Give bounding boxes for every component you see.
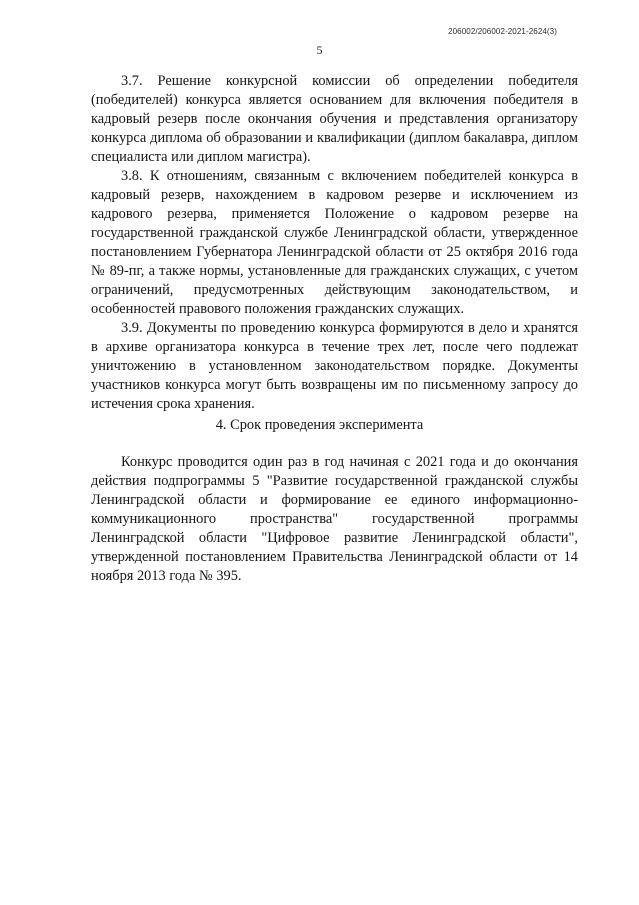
paragraph-3-8: 3.8. К отношениям, связанным с включением победителей конкурса в кадровый резерв, нахождением в кадровом резерве и исключением из кадрового резерва, применяется Положение о кадровом резерве на государственной гражданской службе Ленинградской области, утвержденное постановлением Губернатора Ленинградской области от 25 октября 2016 года № 89-пг, а также нормы, установленные для гражданских служащих, с учетом ограничений, предусмотренных действующим законодательством, и особенностей правового положения гражданских служащих. xyxy=(91,168,578,317)
document-id: 206002/206002-2021-2624(3) xyxy=(448,27,557,36)
section-4-text xyxy=(91,453,578,586)
section-4-heading: 4. Срок проведения эксперимента xyxy=(215,417,424,433)
paragraph-3-7: 3.7. Решение конкурсной комиссии об определении победителя (победителей) конкурса является основанием для включения победителя в кадровый резерв после окончания обучения и представления организатору конкурса диплома об образовании и квалификации (диплом бакалавра, диплом специалиста или диплом магистра). xyxy=(91,73,578,165)
paragraph-4-1: Конкурс проводится один раз в год начиная с 2021 года и до окончания действия подпрограммы 5 "Развитие государственной гражданской службы Ленинградской области и формирование ее единого информационно-коммуникационного пространства" государственной программы Ленинградской области "Цифровое развитие Ленинградской области", утвержденной постановлением Правительства Ленинградской области от 14 ноября 2013 года № 395. xyxy=(91,454,578,584)
paragraph-3-9: 3.9. Документы по проведению конкурса формируются в дело и хранятся в архиве организатора конкурса в течение трех лет, после чего подлежат уничтожению в установленном законодательством порядке. Документы участников конкурса могут быть возвращены им по письменному запросу до истечения срока хранения. xyxy=(91,320,578,412)
page-number: 5 xyxy=(316,43,323,57)
section-3-text xyxy=(91,72,578,414)
